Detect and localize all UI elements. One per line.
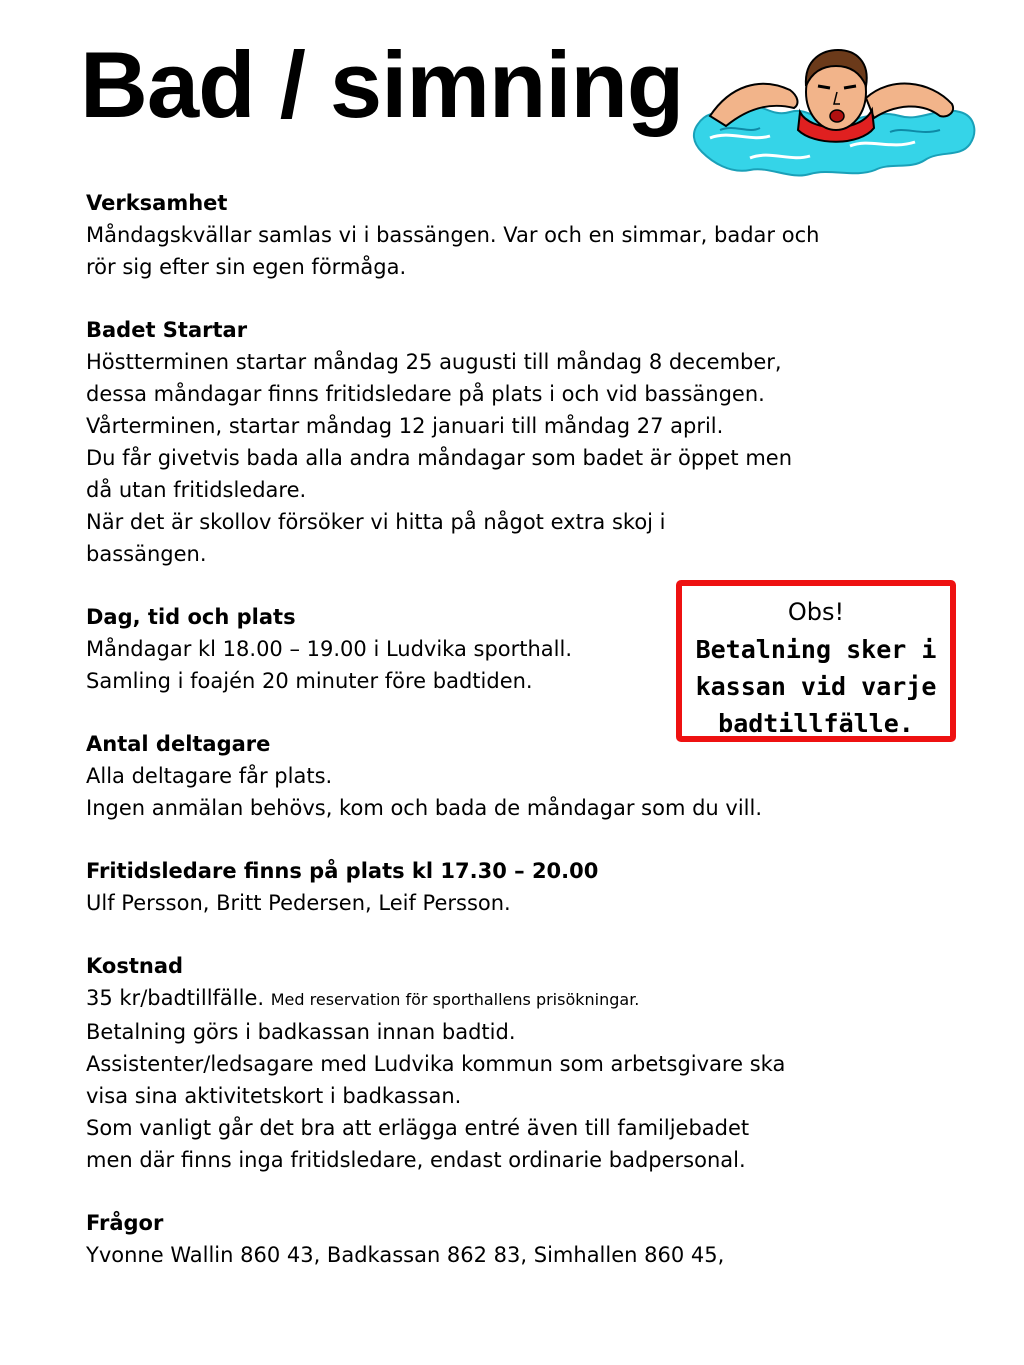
text-line: När det är skollov försöker vi hitta på något extra skoj i (86, 510, 666, 534)
text-line: Som vanligt går det bra att erlägga entré även till familjebadet (86, 1116, 750, 1140)
price-note: Med reservation för sporthallens prisökningar. (270, 990, 640, 1009)
price-text: 35 kr/badtillfälle. (86, 986, 265, 1010)
section-badet-startar (86, 314, 926, 570)
text-line: då utan fritidsledare. (86, 478, 307, 502)
text-line: Samling i foajén 20 minuter före badtiden. (86, 669, 533, 693)
section-heading: Kostnad (86, 954, 184, 978)
section-heading: Frågor (86, 1211, 164, 1235)
obs-title: Obs! (787, 598, 845, 626)
text-line: Yvonne Wallin 860 43, Badkassan 862 83, Simhallen 860 45, (86, 1243, 725, 1267)
text-line: bassängen. (86, 542, 207, 566)
page-title: Bad / simning (80, 32, 684, 137)
obs-notice-box (676, 580, 956, 742)
section-kostnad (86, 950, 926, 1176)
text-line: Vårterminen, startar måndag 12 januari till måndag 27 april. (86, 414, 724, 438)
text-line: Assistenter/ledsagare med Ludvika kommun som arbetsgivare ska (86, 1052, 786, 1076)
text-line: Alla deltagare får plats. (86, 764, 333, 788)
section-heading: Fritidsledare finns på plats kl 17.30 – 20.00 (86, 859, 599, 883)
obs-line: badtillfälle. (718, 709, 914, 738)
section-fragor (86, 1207, 926, 1271)
main-content (86, 187, 926, 1302)
section-antal-deltagare (86, 728, 926, 824)
section-verksamhet (86, 187, 926, 283)
price-line (86, 982, 926, 1016)
text-line: Betalning görs i badkassan innan badtid. (86, 1020, 516, 1044)
section-heading: Badet Startar (86, 318, 248, 342)
text-line: Måndagar kl 18.00 – 19.00 i Ludvika sporthall. (86, 637, 573, 661)
section-heading: Dag, tid och plats (86, 605, 296, 629)
swimmer-right-arm (866, 84, 953, 118)
text-line: visa sina aktivitetskort i badkassan. (86, 1084, 462, 1108)
section-fritidsledare (86, 855, 926, 919)
text-line: Ingen anmälan behövs, kom och bada de måndagar som du vill. (86, 796, 763, 820)
text-line: Måndagskvällar samlas vi i bassängen. Var och en simmar, badar och (86, 223, 820, 247)
text-line: Höstterminen startar måndag 25 augusti till måndag 8 december, (86, 350, 782, 374)
text-line: dessa måndagar finns fritidsledare på plats i och vid bassängen. (86, 382, 765, 406)
text-line: men där finns inga fritidsledare, endast ordinarie badpersonal. (86, 1148, 746, 1172)
obs-line: kassan vid varje (695, 672, 937, 701)
section-heading: Verksamhet (86, 191, 228, 215)
swimmer-illustration (690, 46, 980, 182)
text-line: Ulf Persson, Britt Pedersen, Leif Persson. (86, 891, 511, 915)
obs-line: Betalning sker i (695, 635, 937, 664)
text-line: Du får givetvis bada alla andra måndagar som badet är öppet men (86, 446, 793, 470)
section-heading: Antal deltagare (86, 732, 271, 756)
text-line: rör sig efter sin egen förmåga. (86, 255, 407, 279)
